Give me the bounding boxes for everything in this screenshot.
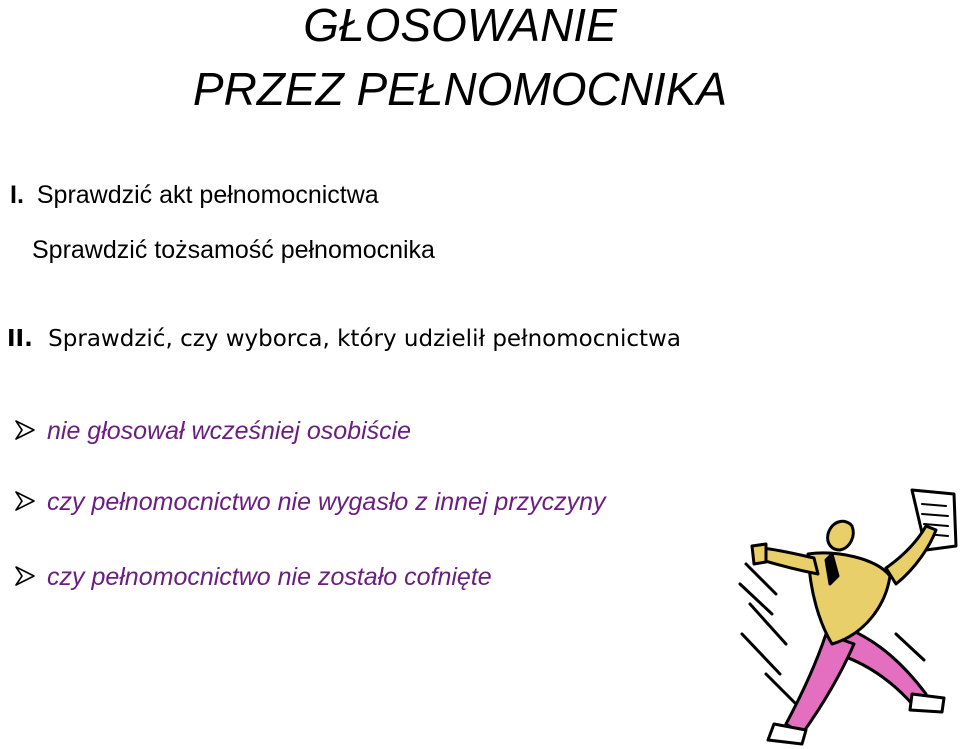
section-2-text: Sprawdzić, czy wyborca, który udzielił pełnomocnictwa (48, 326, 681, 352)
section-1-text-1: Sprawdzić akt pełnomocnictwa (36, 181, 379, 209)
bullet-text-3: czy pełnomocnictwo nie zostało cofnięte (47, 563, 492, 591)
section-2-number: II. (7, 326, 33, 352)
section-1-line-1 (10, 183, 379, 208)
bullet-text-1: nie głosował wcześniej osobiście (47, 417, 412, 445)
bullet-text-2: czy pełnomocnictwo nie wygasło z innej przyczyny (47, 488, 606, 516)
section-2-line (7, 328, 681, 351)
section-1-number: I. (10, 181, 24, 209)
bullet-item-1 (14, 419, 411, 444)
page-title-line-1: GŁOSOWANIE (303, 0, 617, 51)
bullet-item-3 (14, 565, 492, 590)
running-man-with-document-icon (736, 484, 960, 746)
arrowhead-bullet-icon (14, 490, 36, 512)
section-1-line-2: Sprawdzić tożsamość pełnomocnika (32, 236, 435, 264)
arrowhead-bullet-icon (14, 419, 36, 441)
page-title-line-2: PRZEZ PEŁNOMOCNIKA (192, 63, 728, 115)
arrowhead-bullet-icon (14, 565, 36, 587)
bullet-item-2 (14, 490, 606, 515)
